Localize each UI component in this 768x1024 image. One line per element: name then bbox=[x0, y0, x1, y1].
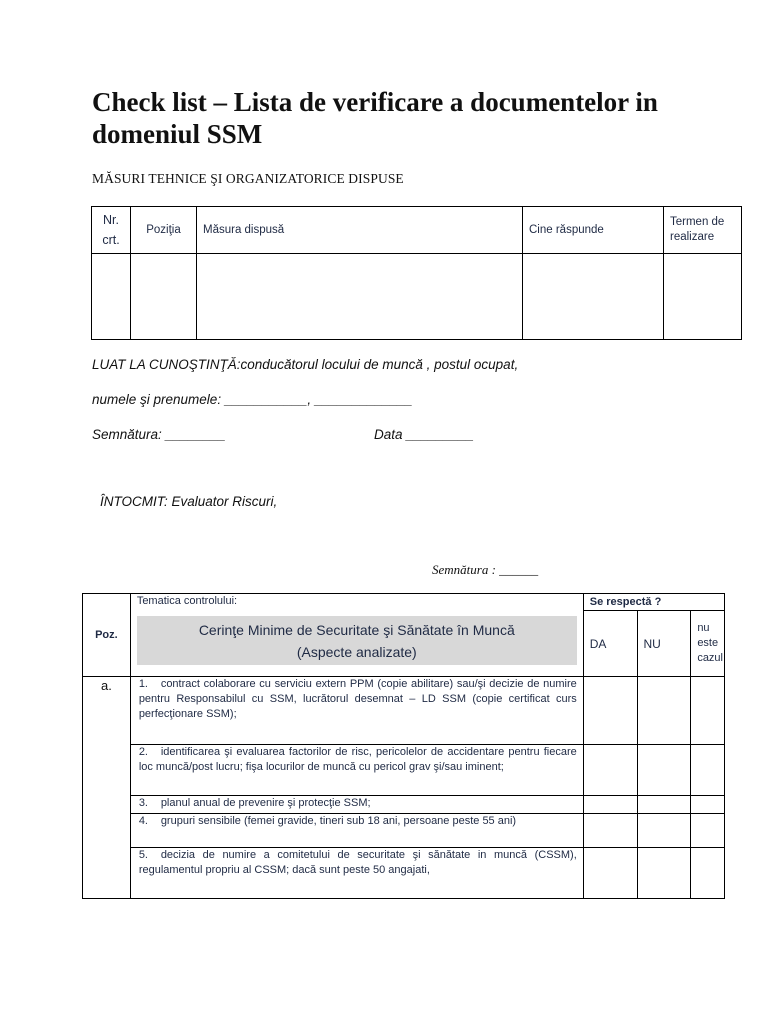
item-number: 2. bbox=[138, 746, 148, 758]
item-text: identificarea şi evaluarea factorilor de risc, pericolelor de accidentare pentru fiecare loc muncă/post lucru; fişa locurilor de muncă cu pericol grav şi/sau iminent; bbox=[138, 746, 577, 773]
header-masura: Măsura dispusă bbox=[197, 207, 523, 254]
header-tematica bbox=[130, 594, 583, 677]
header-nu: NU bbox=[637, 611, 691, 677]
signature-right: Semnătura : ______ bbox=[432, 562, 539, 577]
header-crt: crt. bbox=[102, 233, 120, 247]
item-number: 5. bbox=[138, 849, 148, 861]
checkbox-da[interactable] bbox=[583, 796, 637, 814]
checkbox-da[interactable] bbox=[583, 677, 637, 745]
checklist-item bbox=[130, 848, 583, 899]
checkbox-nu-este[interactable] bbox=[691, 814, 725, 848]
header-poz: Poz. bbox=[83, 594, 131, 677]
cell-empty[interactable] bbox=[664, 254, 742, 340]
header-nr: Nr. bbox=[103, 213, 119, 227]
cell-empty[interactable] bbox=[92, 254, 131, 340]
prepared-by: ÎNTOCMIT: Evaluator Riscuri, bbox=[100, 494, 278, 509]
section-subheading: MĂSURI TEHNICE ŞI ORGANIZATORICE DISPUSE bbox=[92, 171, 404, 186]
cell-empty[interactable] bbox=[523, 254, 664, 340]
document-title: Check list – Lista de verificare a documentelor in domeniul SSM bbox=[92, 87, 658, 149]
cell-empty[interactable] bbox=[197, 254, 523, 340]
ack-line-1: LUAT LA CUNOŞTINŢĂ:conducătorul locului de muncă , postul ocupat, bbox=[92, 357, 519, 372]
item-text: grupuri sensibile (femei gravide, tineri sub 18 ani, persoane peste 55 ani) bbox=[160, 815, 517, 827]
row-label-a: a. bbox=[83, 677, 131, 899]
checkbox-nu-este[interactable] bbox=[691, 796, 725, 814]
checkbox-nu[interactable] bbox=[637, 796, 691, 814]
checkbox-nu-este[interactable] bbox=[691, 677, 725, 745]
header-pozitia: Poziţia bbox=[131, 207, 197, 254]
checkbox-nu-este[interactable] bbox=[691, 848, 725, 899]
checkbox-nu[interactable] bbox=[637, 814, 691, 848]
header-nr-crt bbox=[92, 207, 131, 254]
requirement-title: Cerinţe Minime de Securitate şi Sănătate în Muncă bbox=[198, 622, 515, 638]
ack-date: Data _________ bbox=[374, 427, 474, 442]
measures-header-row bbox=[92, 207, 742, 254]
item-number: 4. bbox=[138, 815, 148, 827]
header-cine: Cine răspunde bbox=[523, 207, 664, 254]
checkbox-nu-este[interactable] bbox=[691, 745, 725, 796]
ack-signature: Semnătura: ________ bbox=[92, 427, 226, 442]
checklist-table bbox=[82, 593, 725, 899]
checkbox-da[interactable] bbox=[583, 745, 637, 796]
checkbox-nu[interactable] bbox=[637, 848, 691, 899]
item-text: decizia de numire a comitetului de securitate şi sănătate in muncă (CSSM), regulamentul propriu al CSSM; dacă sunt peste 50 angajati, bbox=[138, 849, 577, 876]
header-nu-este: nu este cazul bbox=[691, 611, 725, 677]
tematica-label: Tematica controlului: bbox=[136, 595, 238, 607]
requirement-banner bbox=[137, 616, 577, 665]
measures-empty-row bbox=[92, 254, 742, 340]
header-termen: Termen de realizare bbox=[664, 207, 742, 254]
item-text: planul anual de prevenire şi protecţie SSM; bbox=[160, 797, 371, 809]
ack-line-2: numele şi prenumele: ___________, _____________ bbox=[92, 392, 413, 407]
checklist-item bbox=[130, 745, 583, 796]
checklist-row bbox=[83, 745, 725, 796]
checklist-row bbox=[83, 796, 725, 814]
checkbox-da[interactable] bbox=[583, 848, 637, 899]
checklist-row bbox=[83, 677, 725, 745]
item-number: 3. bbox=[138, 797, 148, 809]
checklist-row bbox=[83, 814, 725, 848]
checklist-item bbox=[130, 677, 583, 745]
checkbox-nu[interactable] bbox=[637, 677, 691, 745]
item-text: contract colaborare cu serviciu extern PPM (copie abilitare) sau/şi decizie de numire pentru Responsabilul cu SSM, lucrătorul desemnat – LD SSM (copie certificat curs perfecţionare SSM); bbox=[138, 678, 577, 720]
checklist-row bbox=[83, 848, 725, 899]
measures-table bbox=[91, 206, 742, 340]
requirement-subtitle: (Aspecte analizate) bbox=[296, 644, 417, 660]
checkbox-da[interactable] bbox=[583, 814, 637, 848]
checklist-header-row bbox=[83, 594, 725, 611]
checklist-item bbox=[130, 814, 583, 848]
cell-empty[interactable] bbox=[131, 254, 197, 340]
header-se-respecta: Se respectă ? bbox=[583, 594, 724, 611]
checkbox-nu[interactable] bbox=[637, 745, 691, 796]
item-number: 1. bbox=[138, 678, 148, 690]
checklist-item bbox=[130, 796, 583, 814]
header-da: DA bbox=[583, 611, 637, 677]
